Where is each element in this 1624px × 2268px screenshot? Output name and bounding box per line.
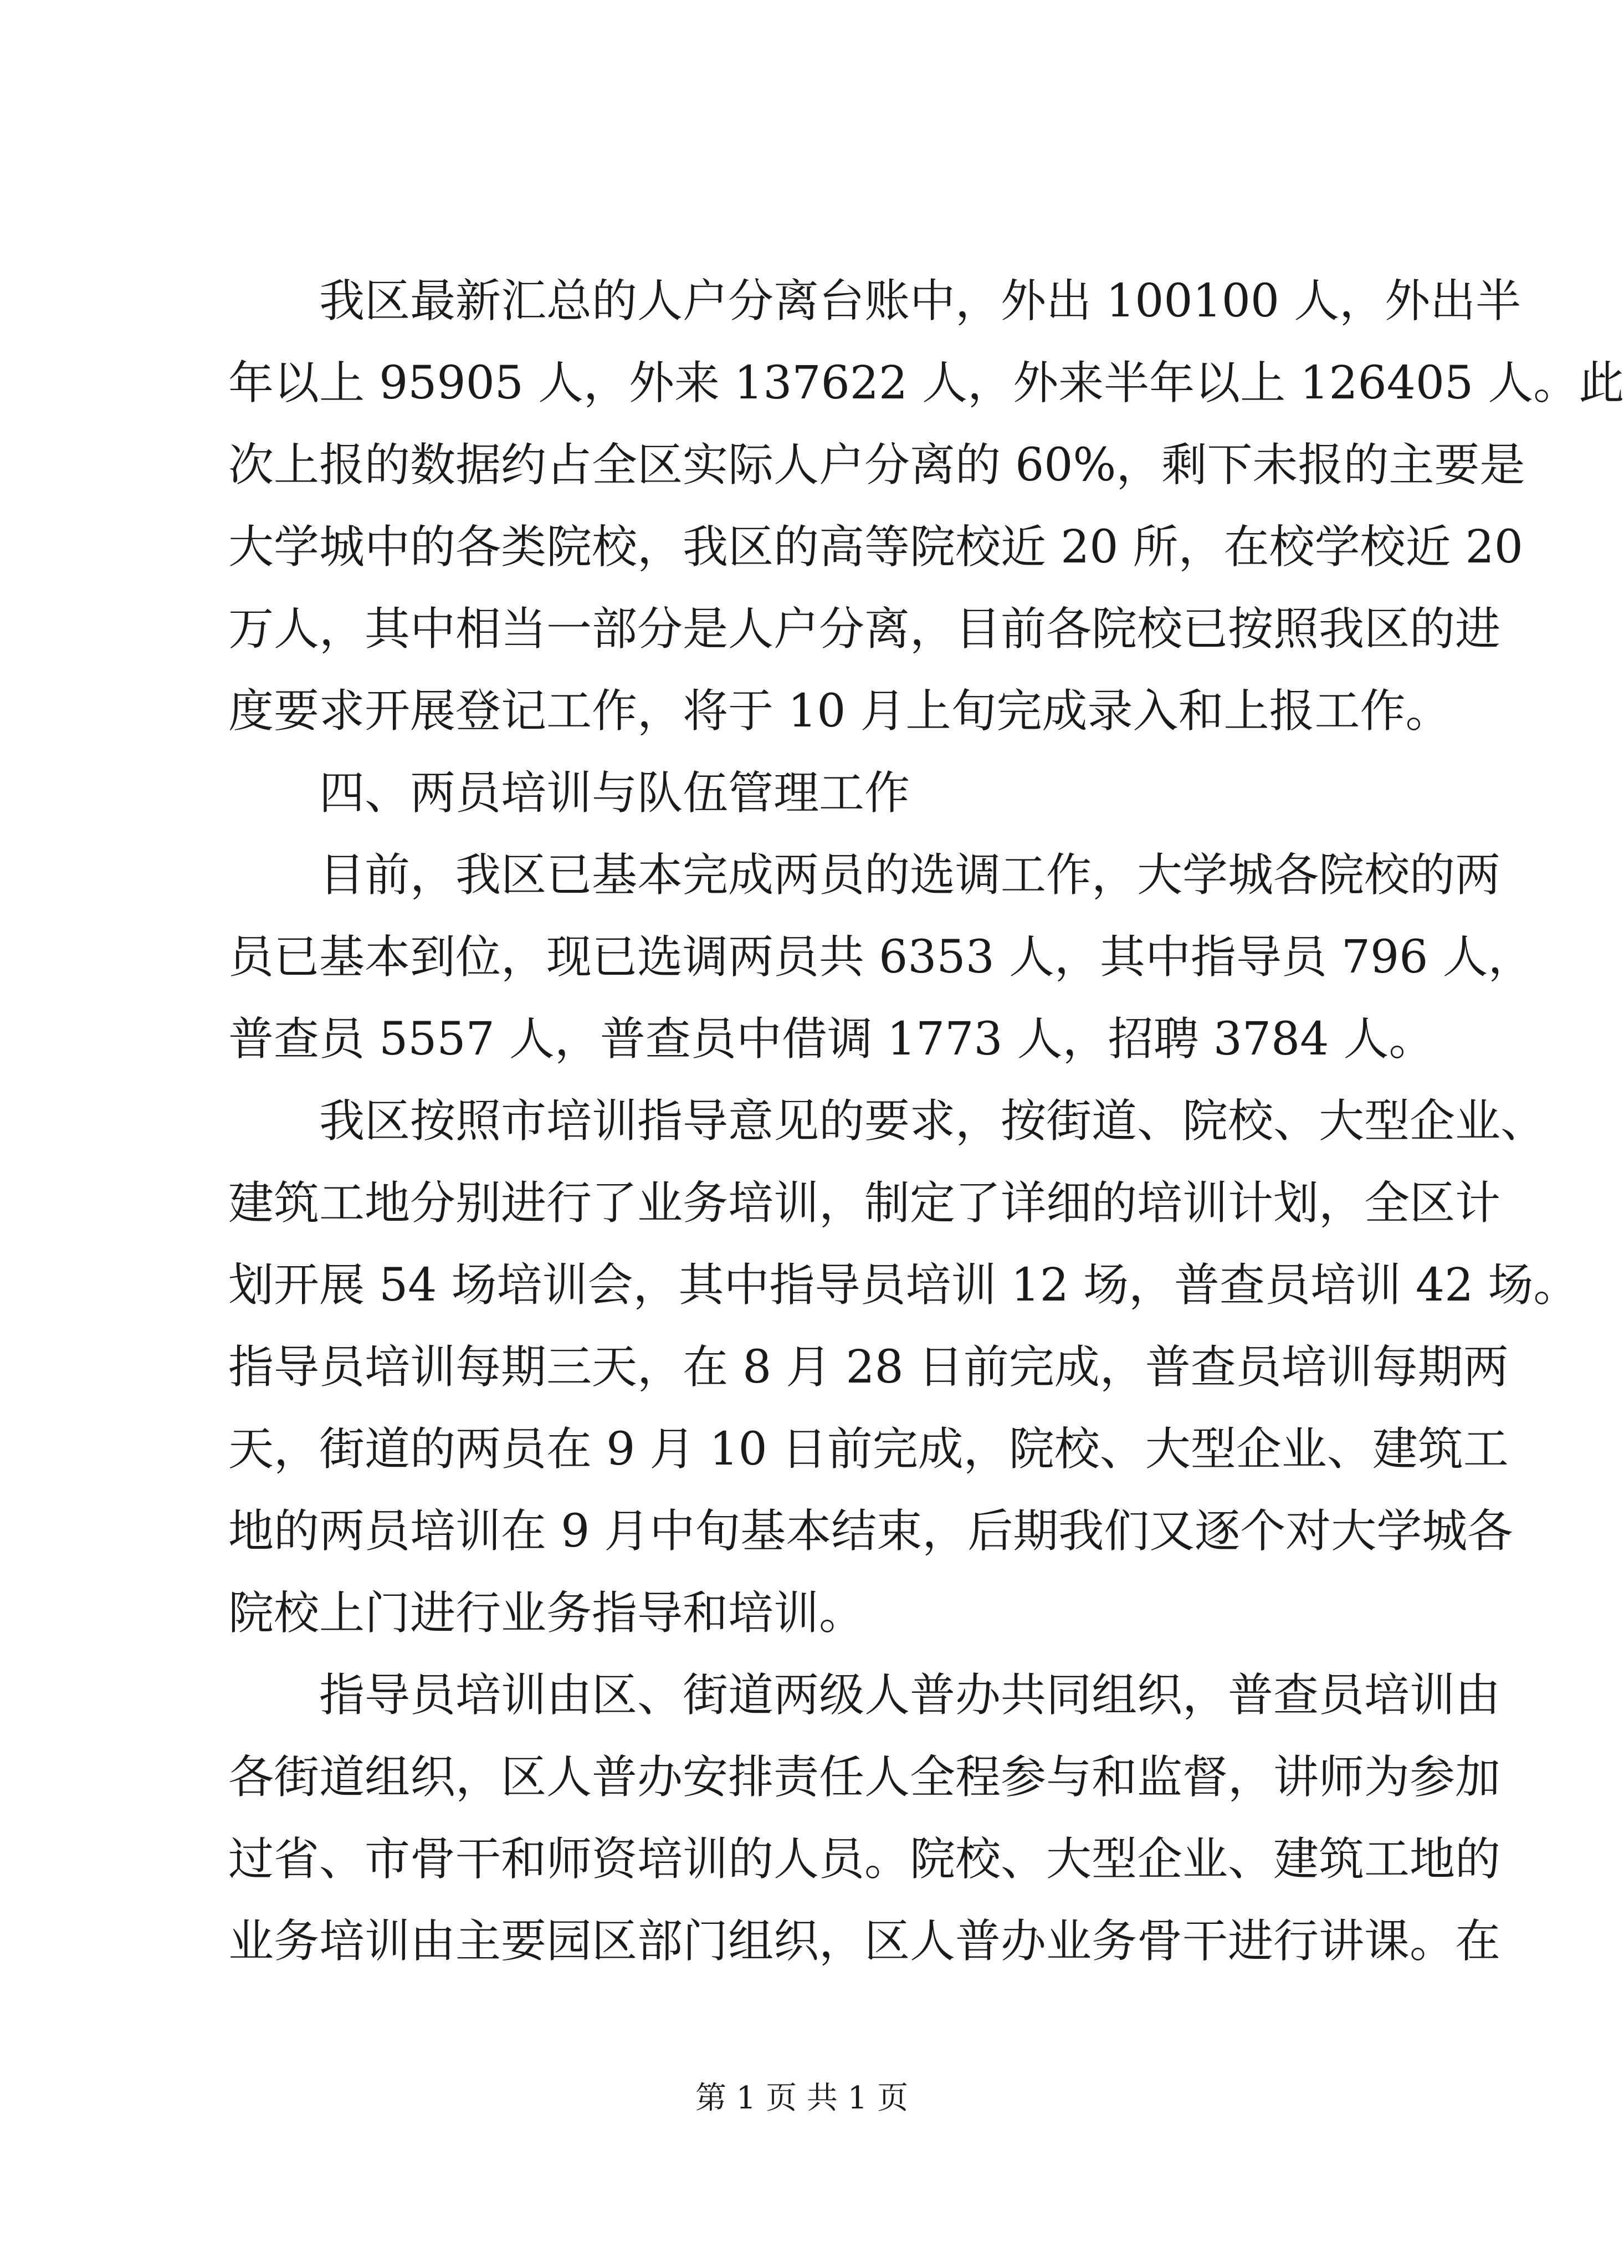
text-line: 业务培训由主要园区部门组织，区人普办业务骨干进行讲课。在	[228, 1915, 1501, 1968]
text-line: 我区最新汇总的人户分离台账中，外出 100100 人，外出半	[319, 275, 1521, 327]
text-line: 大学城中的各类院校，我区的高等院校近 20 所，在校学校近 20	[228, 521, 1523, 574]
text-line: 各街道组织，区人普办安排责任人全程参与和监督，讲师为参加	[228, 1751, 1501, 1804]
text-line: 度要求开展登记工作，将于 10 月上旬完成录入和上报工作。	[228, 685, 1451, 738]
text-line: 普查员 5557 人，普查员中借调 1773 人，招聘 3784 人。	[228, 1013, 1435, 1066]
text-line: 万人，其中相当一部分是人户分离，目前各院校已按照我区的进	[228, 603, 1501, 656]
text-line: 次上报的数据约占全区实际人户分离的 60%，剩下未报的主要是	[228, 439, 1525, 492]
text-line: 过省、市骨干和师资培训的人员。院校、大型企业、建筑工地的	[228, 1833, 1501, 1886]
text-line: 年以上 95905 人，外来 137622 人，外来半年以上 126405 人。此	[228, 357, 1624, 409]
document-body	[228, 260, 1624, 1983]
text-line: 指导员培训每期三天，在 8 月 28 日前完成，普查员培训每期两	[228, 1341, 1509, 1394]
text-line: 划开展 54 场培训会，其中指导员培训 12 场，普查员培训 42 场。	[228, 1259, 1579, 1312]
text-line: 我区按照市培训指导意见的要求，按街道、院校、大型企业、	[319, 1095, 1546, 1148]
text-line: 建筑工地分别进行了业务培训，制定了详细的培训计划，全区计	[228, 1177, 1501, 1230]
text-line: 目前，我区已基本完成两员的选调工作，大学城各院校的两	[319, 849, 1501, 902]
text-line: 天，街道的两员在 9 月 10 日前完成，院校、大型企业、建筑工	[228, 1423, 1509, 1476]
section-heading: 四、两员培训与队伍管理工作	[319, 767, 910, 820]
text-line: 指导员培训由区、街道两级人普办共同组织，普查员培训由	[319, 1669, 1501, 1722]
page-footer: 第 1 页 共 1 页	[695, 2080, 909, 2116]
text-line: 地的两员培训在 9 月中旬基本结束，后期我们又逐个对大学城各	[228, 1505, 1513, 1558]
text-line: 院校上门进行业务指导和培训。	[228, 1587, 865, 1640]
text-line: 员已基本到位，现已选调两员共 6353 人，其中指导员 796 人，	[228, 931, 1534, 984]
